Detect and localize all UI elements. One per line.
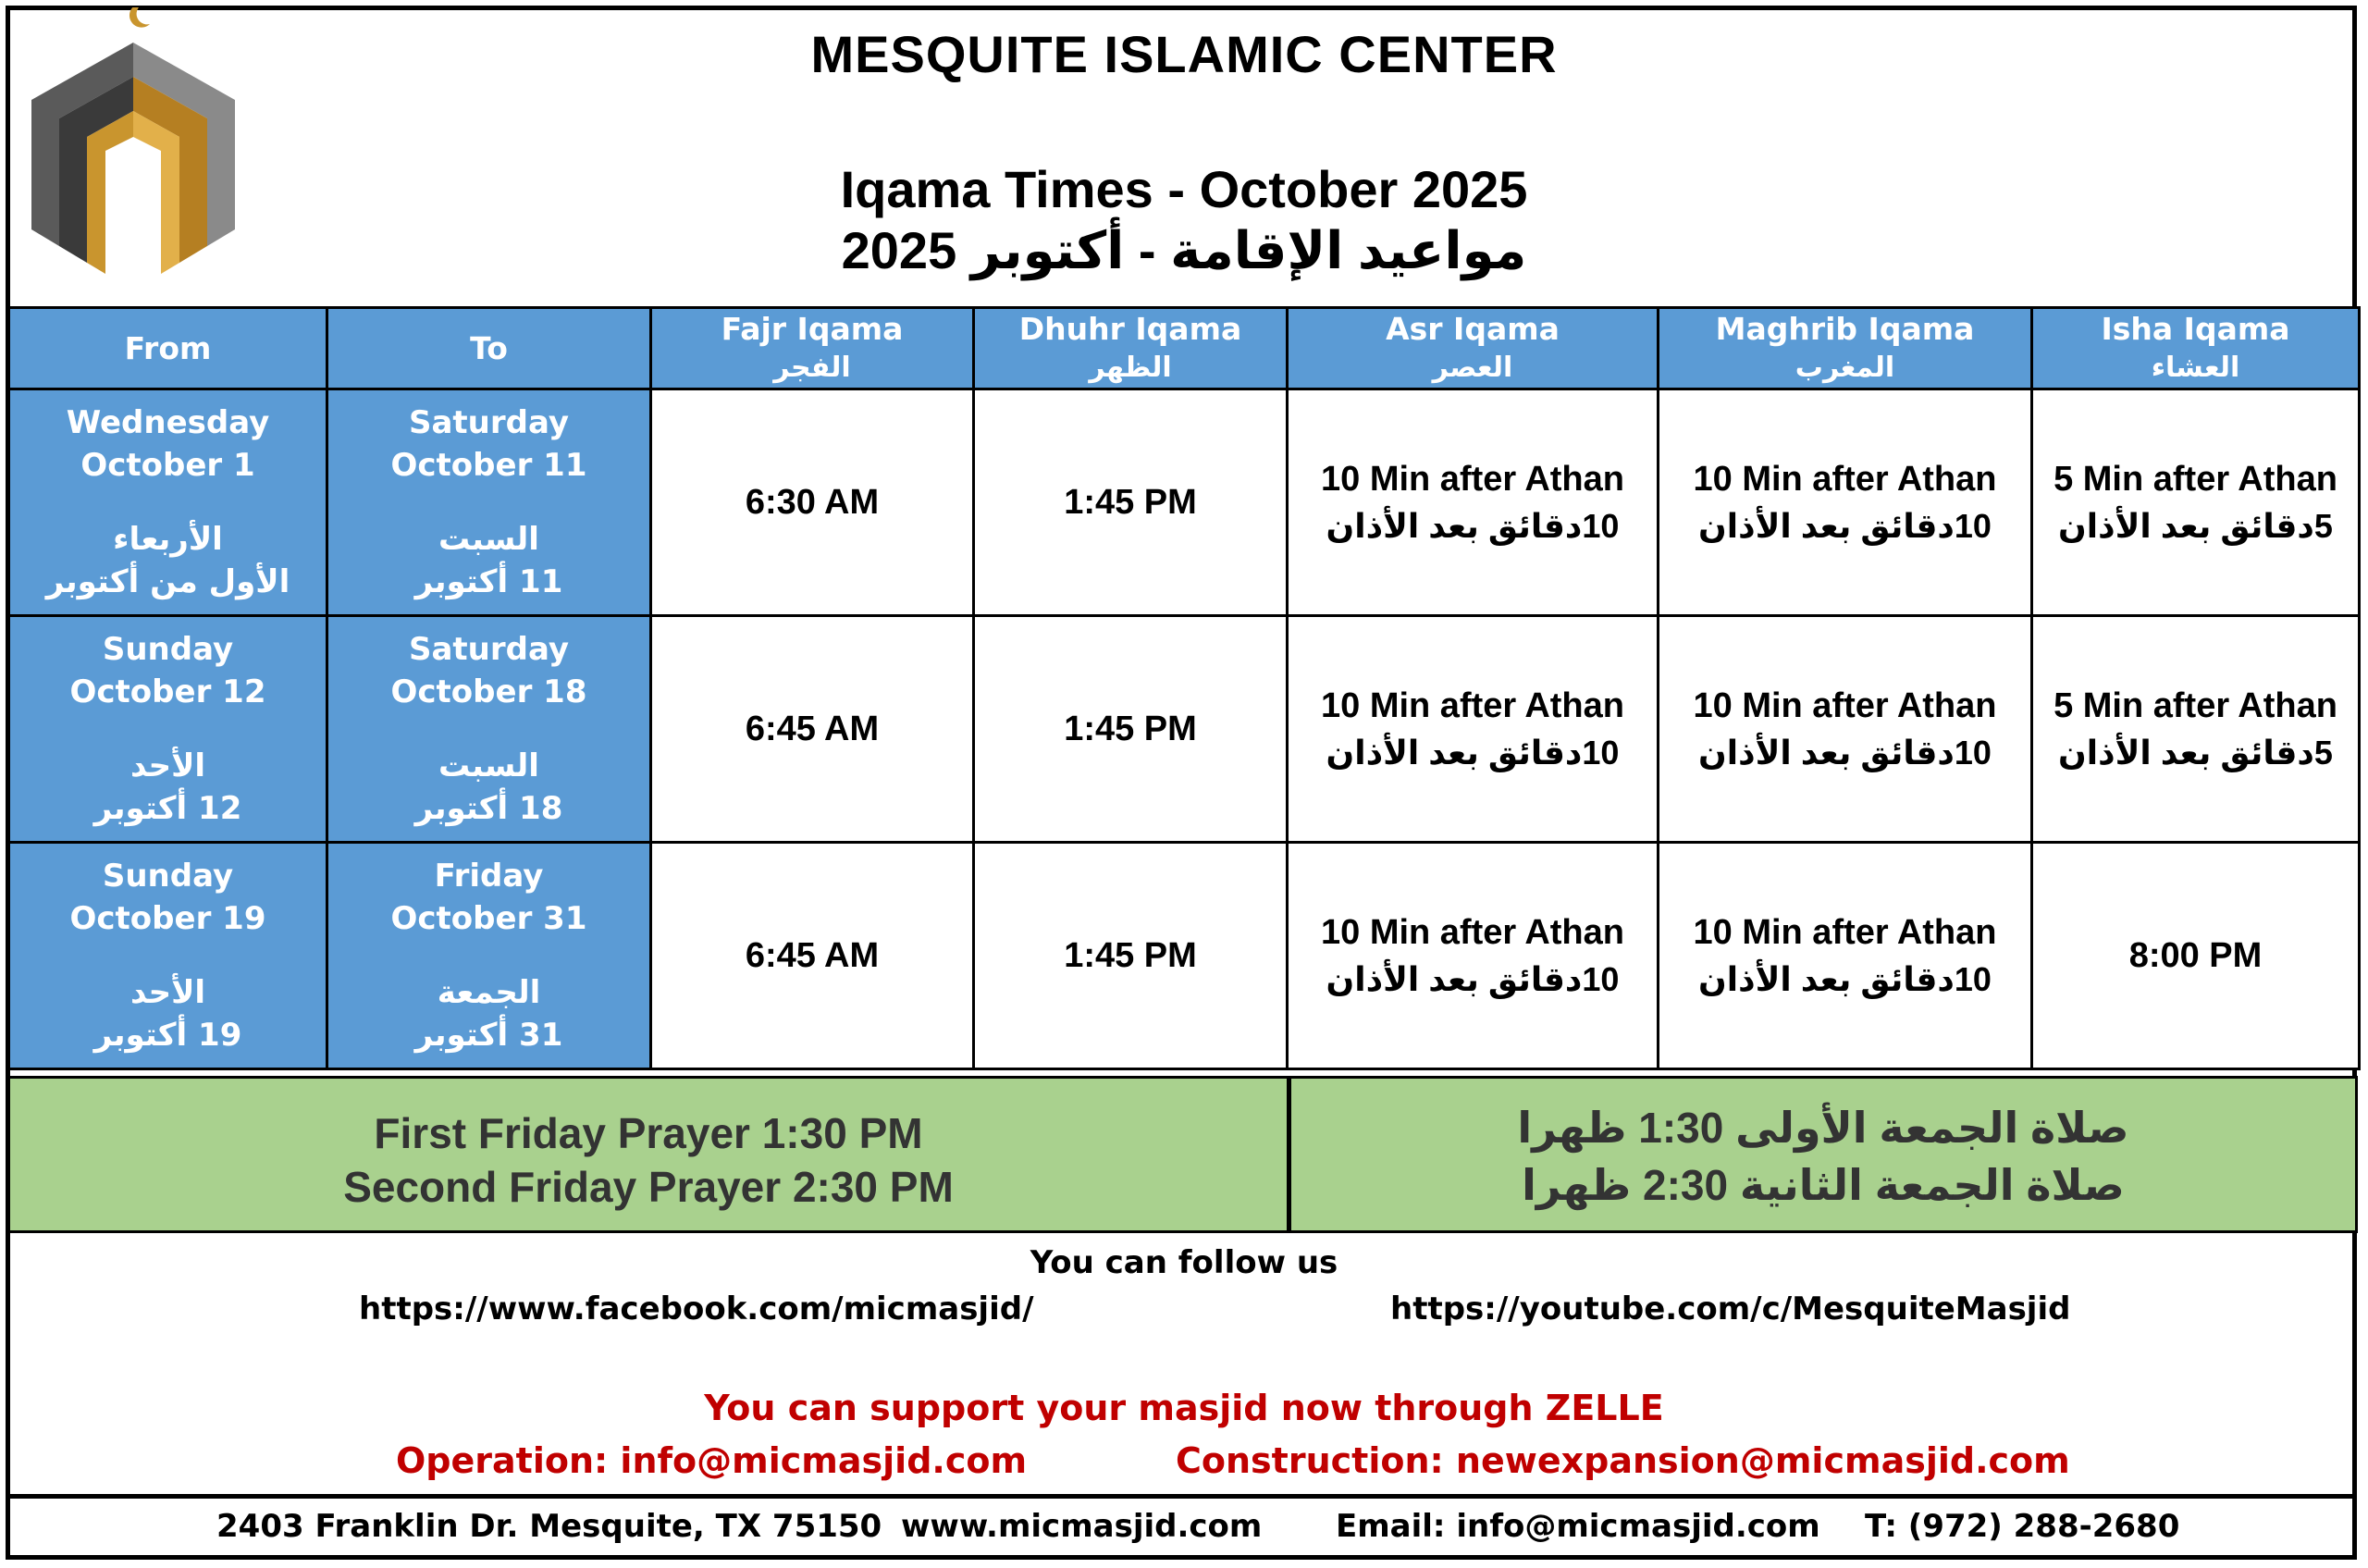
from-date-cell: Wednesday October 1 الأربعاء الأول من أكتوبر (9, 389, 327, 616)
construction-email[interactable]: Construction: newexpansion@micmasjid.com (1176, 1440, 2070, 1481)
footer-divider (6, 1494, 2357, 1499)
header-to: To (327, 308, 651, 389)
friday-arabic (1291, 1099, 2355, 1214)
footer-email[interactable]: Email: info@micmasjid.com (1336, 1508, 1820, 1545)
table-header-row (9, 308, 2360, 389)
from-date-cell: Sunday October 19 الأحد 19 أكتوبر (9, 843, 327, 1069)
from-date-cell: Sunday October 12 الأحد 12 أكتوبر (9, 616, 327, 843)
second-friday-ar: صلاة الجمعة الثانية 2:30 ظهرا (1522, 1161, 2125, 1209)
header-from: From (9, 308, 327, 389)
to-date-cell: Saturday October 18 السبت 18 أكتوبر (327, 616, 651, 843)
footer-website[interactable]: www.micmasjid.com (901, 1508, 1263, 1545)
header-isha: Isha Iqama العشاء (2032, 308, 2360, 389)
iqama-table (7, 306, 2361, 1070)
first-friday-en: First Friday Prayer 1:30 PM (374, 1109, 923, 1157)
youtube-link[interactable]: https://youtube.com/c/MesquiteMasjid (1390, 1290, 2071, 1327)
isha-cell: 8:00 PM (2032, 843, 2360, 1069)
subtitle-english: Iqama Times - October 2025 (840, 160, 1528, 218)
table-row (9, 843, 2360, 1069)
maghrib-cell: 10 Min after Athan 10دقائق بعد الأذان (1659, 843, 2032, 1069)
friday-prayer-bar (7, 1076, 2358, 1233)
operation-email[interactable]: Operation: info@micmasjid.com (396, 1440, 1028, 1481)
subtitle-arabic: مواعيد الإقامة - أكتوبر 2025 (841, 221, 1527, 279)
center-title: MESQUITE ISLAMIC CENTER (810, 25, 1558, 83)
maghrib-cell: 10 Min after Athan 10دقائق بعد الأذان (1659, 389, 2032, 616)
fajr-cell: 6:30 AM (651, 389, 974, 616)
table-row (9, 616, 2360, 843)
dhuhr-cell: 1:45 PM (974, 616, 1288, 843)
asr-cell: 10 Min after Athan 10دقائق بعد الأذان (1288, 389, 1659, 616)
to-date-cell: Friday October 31 الجمعة 31 أكتوبر (327, 843, 651, 1069)
to-date-cell: Saturday October 11 السبت 11 أكتوبر (327, 389, 651, 616)
asr-cell: 10 Min after Athan 10دقائق بعد الأذان (1288, 616, 1659, 843)
fajr-cell: 6:45 AM (651, 616, 974, 843)
maghrib-cell: 10 Min after Athan 10دقائق بعد الأذان (1659, 616, 2032, 843)
dhuhr-cell: 1:45 PM (974, 389, 1288, 616)
follow-us-heading: You can follow us (1030, 1244, 1338, 1281)
zelle-support-text: You can support your masjid now through ZELLE (704, 1388, 1664, 1428)
header-dhuhr: Dhuhr Iqama الظهر (974, 308, 1288, 389)
asr-cell: 10 Min after Athan 10دقائق بعد الأذان (1288, 843, 1659, 1069)
friday-english (10, 1106, 1287, 1214)
isha-cell: 5 Min after Athan 5دقائق بعد الأذان (2032, 616, 2360, 843)
dhuhr-cell: 1:45 PM (974, 843, 1288, 1069)
header-fajr: Fajr Iqama الفجر (651, 308, 974, 389)
header-maghrib: Maghrib Iqama المغرب (1659, 308, 2032, 389)
fajr-cell: 6:45 AM (651, 843, 974, 1069)
first-friday-ar: صلاة الجمعة الأولى 1:30 ظهرا (1517, 1104, 2129, 1152)
footer-phone: T: (972) 288-2680 (1865, 1508, 2180, 1545)
second-friday-en: Second Friday Prayer 2:30 PM (343, 1163, 954, 1211)
table-row (9, 389, 2360, 616)
isha-cell: 5 Min after Athan 5دقائق بعد الأذان (2032, 389, 2360, 616)
facebook-link[interactable]: https://www.facebook.com/micmasjid/ (359, 1290, 1034, 1327)
header-asr: Asr Iqama العصر (1288, 308, 1659, 389)
footer-address: 2403 Franklin Dr. Mesquite, TX 75150 (216, 1508, 882, 1545)
